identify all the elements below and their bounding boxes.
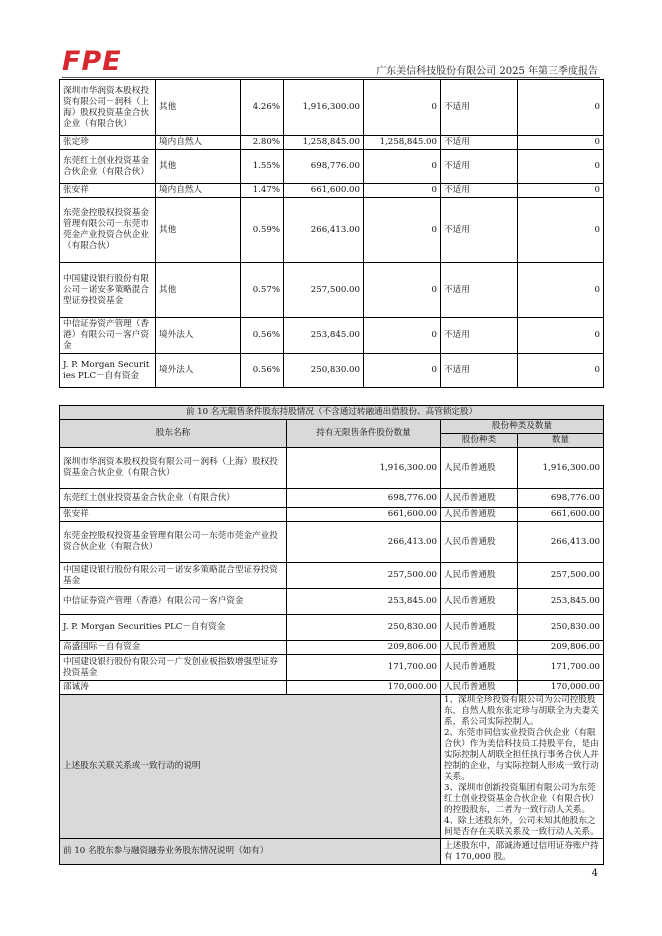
holding-ratio: 2.80% [241,136,284,150]
logo-text: FPE [62,46,122,74]
holder-name: 中国建设银行股份有限公司－广发创业板指数增强型证券投资基金 [60,655,287,681]
col-share-type-group: 股份种类及数量 [441,420,604,434]
unrestricted-qty: 253,845.00 [287,589,441,615]
holding-shares: 1,916,300.00 [284,80,364,136]
restricted-shares: 0 [364,198,441,263]
unrestricted-qty: 1,916,300.00 [287,448,441,489]
pledge-quantity: 0 [518,263,604,318]
margin-trading-text: 上述股东中，邵诚涛通过信用证券账户持有 170,000 股。 [441,839,604,865]
share-count: 171,700.00 [518,655,604,681]
unrestricted-section-title: 前 10 名无限售条件股东持股情况（不含通过转融通出借股份、高管锁定股） [60,406,604,420]
company-logo [62,46,132,74]
pledge-status: 不适用 [441,354,518,388]
holder-name: 东莞红土创业投资基金合伙企业（有限合伙） [60,489,287,508]
share-type: 人民币普通股 [441,448,518,489]
page-number: 4 [591,868,598,879]
unrestricted-holders-table [59,405,604,865]
unrestricted-qty: 209,806.00 [287,641,441,655]
pledge-status: 不适用 [441,184,518,198]
unrestricted-row [60,448,604,489]
share-type: 人民币普通股 [441,508,518,522]
holder-name: 张定珍 [60,136,156,150]
pledge-status: 不适用 [441,80,518,136]
col-unrestricted-qty: 持有无限售条件股份数量 [287,420,441,448]
pledge-quantity: 0 [518,184,604,198]
holding-ratio: 1.47% [241,184,284,198]
holder-name: 东莞金控股权投资基金管理有限公司－东莞市莞金产业投资合伙企业（有限合伙） [60,198,156,263]
section-title-row [60,406,604,420]
holder-name: 张安祥 [60,184,156,198]
holder-name: 张安祥 [60,508,287,522]
share-type: 人民币普通股 [441,522,518,563]
holding-ratio: 4.26% [241,80,284,136]
restricted-shares: 0 [364,318,441,354]
holder-name: 中国建设银行股份有限公司－诺安多策略混合型证券投资基金 [60,263,156,318]
shareholder-row [60,318,604,354]
unrestricted-row [60,508,604,522]
holder-nature: 其他 [156,263,241,318]
holder-name: 高盛国际－自有资金 [60,641,287,655]
share-count: 170,000.00 [518,681,604,695]
holder-name: J. P. Morgan Securities PLC－自有资金 [60,615,287,641]
share-count: 661,600.00 [518,508,604,522]
holder-nature: 其他 [156,150,241,184]
holding-shares: 1,258,845.00 [284,136,364,150]
pledge-quantity: 0 [518,136,604,150]
unrestricted-row [60,681,604,695]
share-count: 266,413.00 [518,522,604,563]
restricted-shares: 0 [364,80,441,136]
shareholder-row [60,80,604,136]
unrestricted-row [60,563,604,589]
pledge-quantity: 0 [518,80,604,136]
unrestricted-qty: 266,413.00 [287,522,441,563]
unrestricted-row [60,615,604,641]
relation-item: 4、除上述股东外，公司未知其他股东之间是否存在关联关系及一致行动人关系。 [444,816,599,837]
pledge-status: 不适用 [441,263,518,318]
share-type: 人民币普通股 [441,681,518,695]
holding-ratio: 0.56% [241,354,284,388]
shareholder-row [60,263,604,318]
holder-name: 深圳市华润资本股权投资有限公司－润科（上海）股权投资基金合伙企业（有限合伙） [60,448,287,489]
header-divider [62,77,600,78]
unrestricted-qty: 171,700.00 [287,655,441,681]
pledge-quantity: 0 [518,354,604,388]
relations-row [60,695,604,839]
holding-shares: 698,776.00 [284,150,364,184]
pledge-quantity: 0 [518,198,604,263]
col-share-count: 数量 [518,434,604,448]
relation-item: 1、深圳全珍投资有限公司为公司控股股东，自然人股东张定珍与胡联全为夫妻关系，系公司实际控制人。 [444,695,599,727]
share-count: 698,776.00 [518,489,604,508]
holder-name: 东莞红土创业投资基金合伙企业（有限合伙） [60,150,156,184]
shareholder-row [60,150,604,184]
pledge-status: 不适用 [441,150,518,184]
margin-trading-label: 前 10 名股东参与融资融券业务股东情况说明（如有） [60,839,441,865]
report-title: 广东美信科技股份有限公司 2025 年第三季度报告 [376,66,598,77]
shareholder-row [60,184,604,198]
share-type: 人民币普通股 [441,589,518,615]
share-type: 人民币普通股 [441,489,518,508]
relation-item: 3、深圳市创新投资集团有限公司为东莞红土创业投资基金合伙企业（有限合伙）的控股股东，二者为一致行动人关系。 [444,783,599,815]
holder-name: 中信证券资产管理（香港）有限公司－客户资金 [60,318,156,354]
share-count: 1,916,300.00 [518,448,604,489]
restricted-shares: 0 [364,150,441,184]
holder-nature: 境内自然人 [156,184,241,198]
unrestricted-row [60,589,604,615]
unrestricted-row [60,522,604,563]
top10-holders-table [59,79,604,388]
holding-shares: 257,500.00 [284,263,364,318]
holder-nature: 其他 [156,80,241,136]
column-header-row [60,420,604,434]
share-type: 人民币普通股 [441,655,518,681]
unrestricted-row [60,641,604,655]
relations-label: 上述股东关联关系或一致行动的说明 [60,695,441,839]
restricted-shares: 0 [364,263,441,318]
holder-name: 邵诚涛 [60,681,287,695]
unrestricted-row [60,655,604,681]
holder-nature: 境内自然人 [156,136,241,150]
holding-shares: 266,413.00 [284,198,364,263]
share-type: 人民币普通股 [441,615,518,641]
holding-shares: 250,830.00 [284,354,364,388]
holding-ratio: 0.59% [241,198,284,263]
holder-name: 东莞金控股权投资基金管理有限公司－东莞市莞金产业投资合伙企业（有限合伙） [60,522,287,563]
restricted-shares: 0 [364,354,441,388]
shareholder-row [60,136,604,150]
unrestricted-row [60,489,604,508]
holder-name: J. P. Morgan Securities PLC－自有资金 [60,354,156,388]
holding-ratio: 0.56% [241,318,284,354]
unrestricted-qty: 170,000.00 [287,681,441,695]
holder-name: 中国建设银行股份有限公司－诺安多策略混合型证券投资基金 [60,563,287,589]
relations-content [441,695,604,839]
margin-trading-row [60,839,604,865]
holding-shares: 661,600.00 [284,184,364,198]
col-holder-name: 股东名称 [60,420,287,448]
share-type: 人民币普通股 [441,563,518,589]
pledge-status: 不适用 [441,318,518,354]
holding-ratio: 1.55% [241,150,284,184]
shareholder-row [60,354,604,388]
share-type: 人民币普通股 [441,641,518,655]
holder-name: 深圳市华润资本股权投资有限公司－润科（上海）股权投资基金合伙企业（有限合伙） [60,80,156,136]
col-share-type: 股份种类 [441,434,518,448]
share-count: 253,845.00 [518,589,604,615]
holder-nature: 境外法人 [156,318,241,354]
restricted-shares: 0 [364,184,441,198]
pledge-status: 不适用 [441,136,518,150]
share-count: 250,830.00 [518,615,604,641]
holding-ratio: 0.57% [241,263,284,318]
unrestricted-qty: 661,600.00 [287,508,441,522]
unrestricted-qty: 698,776.00 [287,489,441,508]
pledge-status: 不适用 [441,198,518,263]
pledge-quantity: 0 [518,318,604,354]
holder-nature: 其他 [156,198,241,263]
share-count: 257,500.00 [518,563,604,589]
restricted-shares: 1,258,845.00 [364,136,441,150]
holding-shares: 253,845.00 [284,318,364,354]
relation-item: 2、东莞市同信实业投资合伙企业（有限合伙）作为美信科技员工持股平台，是由实际控制人胡联全担任执行事务合伙人并控制的企业，与实际控制人形成一致行动关系。 [444,728,599,782]
share-count: 209,806.00 [518,641,604,655]
unrestricted-qty: 257,500.00 [287,563,441,589]
shareholder-row [60,198,604,263]
holder-nature: 境外法人 [156,354,241,388]
pledge-quantity: 0 [518,150,604,184]
unrestricted-qty: 250,830.00 [287,615,441,641]
holder-name: 中信证券资产管理（香港）有限公司－客户资金 [60,589,287,615]
